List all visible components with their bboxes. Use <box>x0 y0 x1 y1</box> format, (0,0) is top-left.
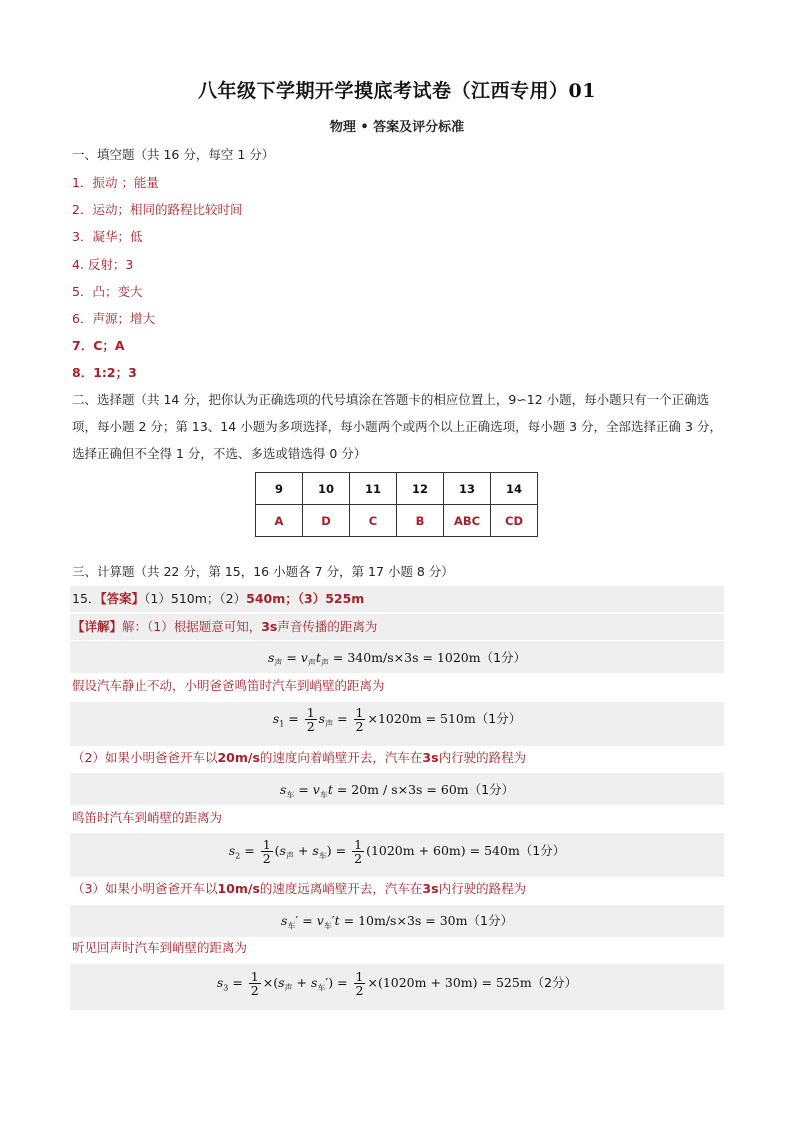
page-title: 八年级下学期开学摸底考试卷（江西专用）01 <box>198 80 596 102</box>
q15-p3-text: 的速度向着峭壁开去，汽车在 <box>259 750 423 765</box>
table-row-numbers <box>256 473 538 505</box>
fill-answer-3: 3．凝华；低 <box>72 229 143 244</box>
q15-detail-rest: 声音传播的距离为 <box>277 619 378 634</box>
q15-answer-tag: 【答案】 <box>100 591 145 606</box>
formula-3: $s_车 = v_车t = 20m / s\times 3s = 60m(1$分） <box>279 782 515 800</box>
formula-5: $s_车' = v_车't = 10m/s\times 3s = 30m(1$分） <box>281 913 513 931</box>
q15-paragraph-4: 鸣笛时汽车到峭壁的距离为 <box>72 810 223 825</box>
table-cell: 11 <box>350 473 397 505</box>
formula-3-rhs: = 20m / s×3s = 60m <box>336 782 469 797</box>
formula-1-points: （1分） <box>480 650 527 665</box>
table-cell: 10 <box>303 473 350 505</box>
q15-p3-time: 3s <box>422 750 439 765</box>
table-cell: 13 <box>444 473 491 505</box>
table-row-answers <box>256 505 538 537</box>
table-cell: ABC <box>444 505 491 537</box>
q15-paragraph-2: 假设汽车静止不动，小明爸爸鸣笛时汽车到峭壁的距离为 <box>72 678 385 693</box>
q15-p5-text: 内行驶的路程为 <box>438 881 527 896</box>
q15-p3-speed: 20m/s <box>217 750 260 765</box>
formula-5-points: （1分） <box>467 913 513 928</box>
q15-p5-text: （3）如果小明爸爸开车以 <box>72 881 218 896</box>
fill-answer-2: 2．运动；相同的路程比较时间 <box>72 202 243 217</box>
table-cell: B <box>397 505 444 537</box>
q15-paragraph-3 <box>72 749 526 767</box>
formula-6-points: （2分） <box>531 975 578 990</box>
q15-detail-line <box>72 618 377 636</box>
q15-p5-text: 的速度远离峭壁开去，汽车在 <box>259 881 423 896</box>
formula-4-rhs: (1020m + 60m) = 540m <box>366 843 520 858</box>
q15-p3-text: 内行驶的路程为 <box>438 750 527 765</box>
formula-1: $s_声 = v_声t_声 = 340m/s\times 3s = 1020m(1$分） <box>267 650 527 668</box>
q15-answer-line <box>72 590 364 608</box>
table-cell: A <box>256 505 303 537</box>
formula-2: $s_1$ = $\frac{1}{2}$ $s_声$ = $\frac{1}{2}$ ×1020m = 510m（1分） <box>272 705 522 734</box>
page-subtitle: 物理 • 答案及评分标准 <box>329 120 465 135</box>
q15-p3-text: （2）如果小明爸爸开车以 <box>72 750 218 765</box>
formula-5-rhs: = 10m/s×3s = 30m <box>343 913 468 928</box>
q15-paragraph-5 <box>72 880 526 898</box>
section1-heading: 一、填空题（共 16 分，每空 1 分） <box>72 147 275 162</box>
q15-number: 15． <box>72 591 101 606</box>
fill-answer-1: 1．振动 ；能量 <box>72 175 159 190</box>
q15-detail-bold: 3s <box>261 619 278 634</box>
q15-detail-text: 解：（1）根据题意可知， <box>122 619 262 634</box>
formula-6: $s_3$ = $\frac{1}{2}$ $\times(s_声 + s_车')$ = $\frac{1}{2}$ ×(1020m + 30m) = 525m（2分） <box>216 969 578 998</box>
formula-3-points: （1分） <box>468 782 515 797</box>
table-cell: 12 <box>397 473 444 505</box>
q15-paragraph-6: 听见回声时汽车到峭壁的距离为 <box>72 940 248 955</box>
fill-answer-4: 4. 反射；3 <box>72 257 134 272</box>
q15-answer-bold: 540m；（3）525m <box>246 591 365 606</box>
q15-detail-tag: 【详解】 <box>72 619 123 634</box>
formula-4: $s_2$ = $\frac{1}{2}$ $(s_声 + s_车)$ = $\frac{1}{2}$ (1020m + 60m) = 540m（1分） <box>228 837 566 866</box>
fill-answer-7: 7．C；A <box>72 338 125 353</box>
q15-p5-speed: 10m/s <box>217 881 260 896</box>
table-cell: 14 <box>491 473 538 505</box>
choice-answer-table <box>255 472 538 537</box>
table-cell: C <box>350 505 397 537</box>
formula-6-rhs: ×(1020m + 30m) = 525m <box>367 975 532 990</box>
formula-2-rhs: ×1020m = 510m <box>367 711 476 726</box>
q15-answer-text: （1）510m；（2） <box>144 591 247 606</box>
q15-p5-time: 3s <box>422 881 439 896</box>
formula-2-points: （1分） <box>475 711 522 726</box>
section2-heading: 二、选择题（共 14 分，把你认为正确选项的代号填涂在答题卡的相应位置上，9∽12 小题，每小题只有一个正确选项，每小题 2 分；第 13、14 小题为多项选择，每小题两个或两个以上正确选项，每小题 3 分，全部选择正确 3 分，选择正确但不全得 1 分，不选、多选或错选得 0 分） <box>72 392 722 461</box>
fill-answer-6: 6．声源；增大 <box>72 311 155 326</box>
fill-answer-5: 5．凸；变大 <box>72 284 143 299</box>
formula-1-rhs: = 340m/s×3s = 1020m <box>332 650 481 665</box>
formula-4-points: （1分） <box>519 843 566 858</box>
table-cell: D <box>303 505 350 537</box>
table-cell: CD <box>491 505 538 537</box>
fill-answer-8: 8．1:2；3 <box>72 365 137 380</box>
table-cell: 9 <box>256 473 303 505</box>
section3-heading: 三、计算题（共 22 分，第 15，16 小题各 7 分，第 17 小题 8 分） <box>72 564 454 579</box>
